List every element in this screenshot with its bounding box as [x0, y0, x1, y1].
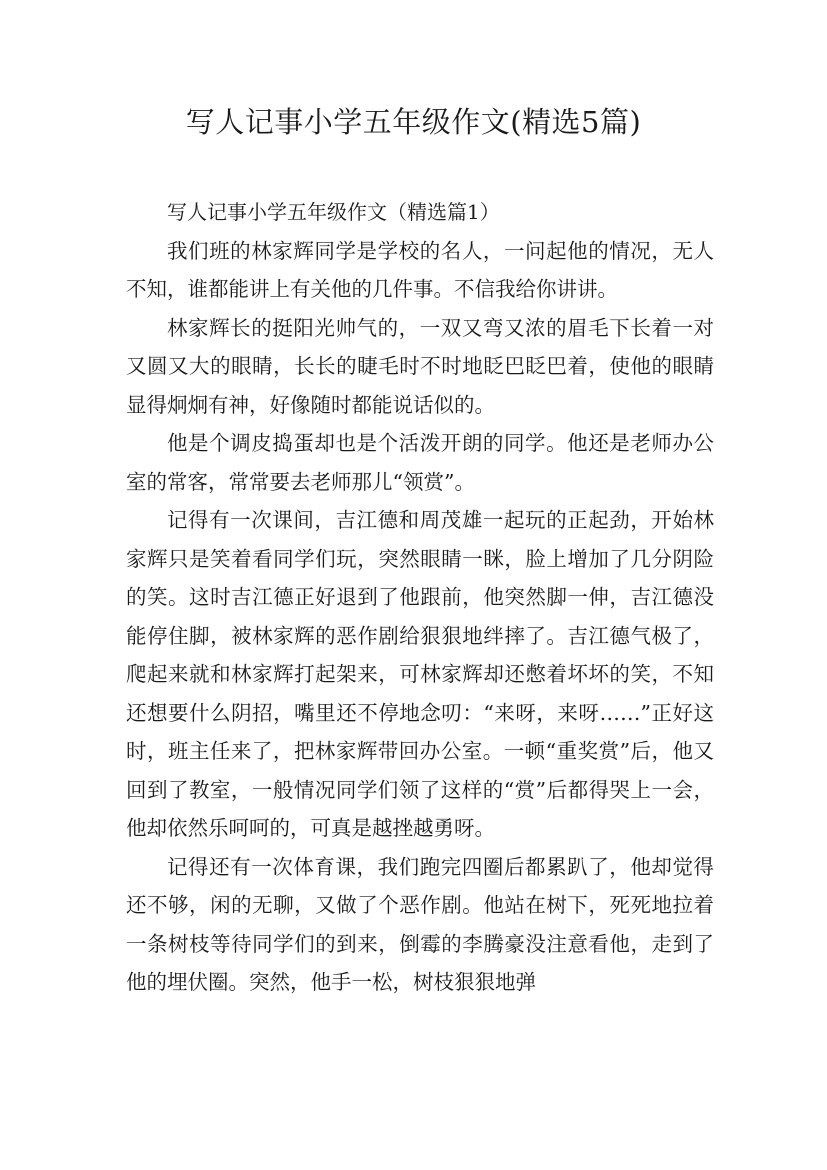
- paragraph-3: 他是个调皮捣蛋却也是个活泼开朗的同学。他还是老师办公室的常客，常常要去老师那儿“领赏”。: [126, 431, 714, 494]
- document-body: [126, 193, 714, 1002]
- section-heading: 写人记事小学五年级作文（精选篇1）: [167, 200, 500, 224]
- document-title: 写人记事小学五年级作文(精选5篇): [185, 105, 642, 139]
- paragraph-5: 记得还有一次体育课，我们跑完四圈后都累趴了，他却觉得还不够，闲的无聊，又做了个恶作剧。他站在树下，死死地拉着一条树枝等待同学们的到来，倒霉的李腾豪没注意看他，走到了他的埋伏圈。突然，他手一松，树枝狠狠地弹: [126, 854, 714, 994]
- paragraph-1: 我们班的林家辉同学是学校的名人，一问起他的情况，无人不知，谁都能讲上有关他的几件事。不信我给你讲讲。: [126, 238, 714, 301]
- paragraph-4: 记得有一次课间，吉江德和周茂雄一起玩的正起劲，开始林家辉只是笑着看同学们玩，突然眼睛一眯，脸上增加了几分阴险的笑。这时吉江德正好退到了他跟前，他突然脚一伸，吉江德没能停住脚，被林家辉的恶作剧给狠狠地绊摔了。吉江德气极了，爬起来就和林家辉打起架来，可林家辉却还憋着坏坏的笑，不知还想要什么阴招，嘴里还不停地念叨：“来呀，来呀……”正好这时，班主任来了，把林家辉带回办公室。一顿“重奖赏”后，他又回到了教室，一般情况同学们领了这样的“赏”后都得哭上一会，他却依然乐呵呵的，可真是越挫越勇呀。: [126, 508, 714, 840]
- paragraph-2: 林家辉长的挺阳光帅气的，一双又弯又浓的眉毛下长着一对又圆又大的眼睛，长长的睫毛时不时地眨巴眨巴着，使他的眼睛显得炯炯有神，好像随时都能说话似的。: [126, 315, 714, 417]
